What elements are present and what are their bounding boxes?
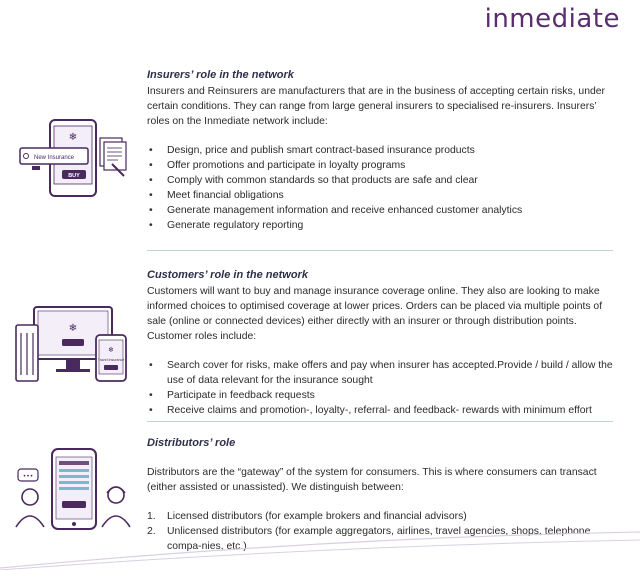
- screen-row-graphic: [59, 475, 89, 478]
- list-item: • Design, price and publish smart contract-based insurance products: [147, 143, 615, 158]
- list-text: Unlicensed distributors (for example aggregators, airlines, travel agencies, shops, telephone compa-nies, etc.): [167, 526, 591, 552]
- buy-label: BUY: [68, 173, 80, 179]
- list-text: Licensed distributors (for example brokers and financial advisors): [167, 511, 467, 522]
- person-body-icon: [16, 516, 44, 527]
- screen-button-graphic: [62, 501, 86, 508]
- list-item: • Offer promotions and participate in loyalty programs: [147, 158, 615, 173]
- distributors-illustration: [12, 445, 132, 535]
- screen-row-graphic: [59, 487, 89, 490]
- phone-button-graphic: [104, 365, 118, 370]
- list-item: • Generate management information and receive enhanced customer analytics: [147, 203, 615, 218]
- insurers-paragraph: Insurers and Reinsurers are manufacturers that are in the business of accepting certain risks, under certain conditions. They can range from large general insurers to specialised re-insurers. Insurers’ roles on the Inmediate network include:: [147, 86, 605, 127]
- list-item: • Meet financial obligations: [147, 188, 615, 203]
- phone-card-label: Travel Insurance: [97, 358, 125, 362]
- brand-logo: inmediate: [484, 4, 620, 34]
- monitor-stand: [66, 359, 80, 369]
- customers-bullet-list: [147, 358, 615, 418]
- section-divider: [147, 250, 613, 251]
- snowflake-icon: ❄: [68, 132, 78, 143]
- insurers-illustration: [12, 118, 132, 198]
- list-item: • Participate in feedback requests: [147, 388, 615, 403]
- decorative-swoosh: [0, 528, 640, 570]
- list-item: • Search cover for risks, make offers and pay when insurer has accepted.Provide / build / allow the use of data relevant for the insurance sought: [147, 358, 615, 388]
- agent-body-icon: [102, 516, 130, 527]
- list-number: 2.: [147, 526, 156, 537]
- customers-illustration: [12, 305, 132, 385]
- monitor-button-graphic: [62, 339, 84, 346]
- customers-paragraph: Customers will want to buy and manage insurance coverage online. They also are looking to make informed choices to optimised coverage at lower prices. Orders can be placed via multiple points of sale (online or connected devices) either directly with an insurer or through distribution points. Customer roles include:: [147, 286, 603, 342]
- insurers-title: Insurers’ role in the network: [147, 69, 294, 81]
- svg-text:•••: •••: [22, 473, 34, 480]
- person-icon: [22, 489, 38, 505]
- customers-text: [147, 268, 615, 418]
- list-item: • Generate regulatory reporting: [147, 218, 615, 233]
- customers-title: Customers’ role in the network: [147, 269, 308, 281]
- list-item: • Comply with common standards so that products are safe and clear: [147, 173, 615, 188]
- screen-row-graphic: [59, 469, 89, 472]
- monitor-base: [56, 369, 90, 372]
- home-button-icon: [72, 522, 76, 526]
- insurers-bullet-list: [147, 143, 615, 233]
- section-divider: [147, 421, 613, 422]
- distributors-title: Distributors’ role: [147, 437, 236, 449]
- list-number: 1.: [147, 511, 156, 522]
- insurers-text: [147, 68, 615, 233]
- distributors-paragraph: Distributors are the “gateway” of the system for consumers. This is where consumers can transact (either assisted or unassisted). We distinguish between:: [147, 467, 597, 493]
- tag-icon: [32, 166, 40, 170]
- list-item: • Receive claims and promotion-, loyalty-, referral- and feedback- rewards with minimum effort: [147, 403, 615, 418]
- snowflake-icon: ❄: [108, 346, 114, 354]
- screen-header-bar: [59, 461, 89, 465]
- list-item: [147, 509, 615, 524]
- screen-row-graphic: [59, 481, 89, 484]
- card-label: New Insurance: [33, 155, 75, 161]
- snowflake-icon: ❄: [68, 323, 78, 334]
